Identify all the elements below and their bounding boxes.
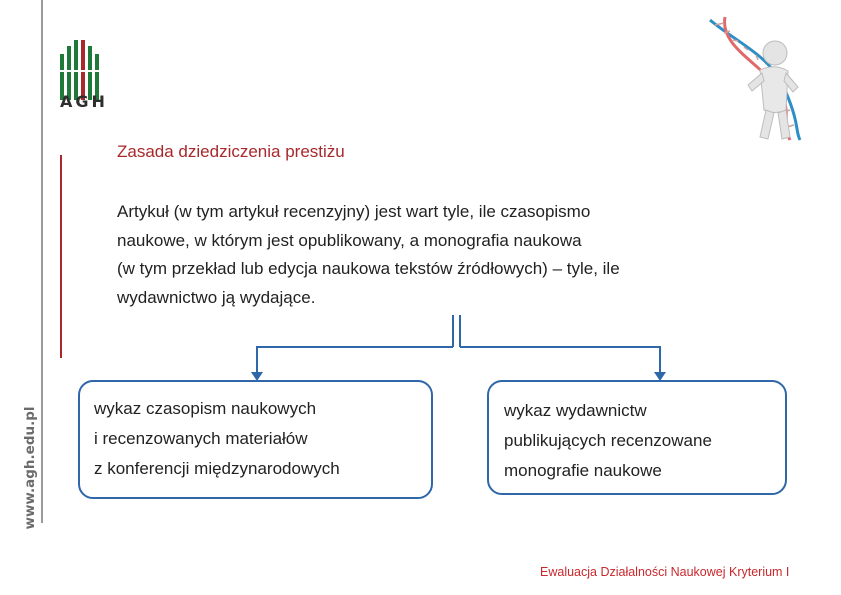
- body-line: wydawnictwo ją wydające.: [117, 287, 316, 307]
- dna-figure-icon: [700, 15, 810, 145]
- body-line: (w tym przekład lub edycja naukowa tekstów źródłowych) – tyle, ile: [117, 259, 620, 278]
- box-line: z konferencji międzynarodowych: [94, 459, 340, 478]
- footer-text: Ewaluacja Działalności Naukowej Kryterium I: [540, 565, 790, 579]
- box-line: publikujących recenzowane: [504, 431, 712, 450]
- body-line: Artykuł (w tym artykuł recenzyjny) jest wart tyle, ile czasopismo: [117, 202, 591, 221]
- vertical-accent-red: [60, 155, 62, 358]
- body-line: naukowe, w którym jest opublikowany, a monografia naukowa: [117, 230, 582, 250]
- body-text: [117, 198, 797, 312]
- box-line: monografie naukowe: [504, 461, 662, 480]
- box-line: wykaz czasopism naukowych: [94, 399, 317, 418]
- box-line: wykaz wydawnictw: [504, 401, 647, 420]
- journals-list-box: [78, 380, 433, 499]
- box-line: i recenzowanych materiałów: [94, 429, 308, 448]
- logo-text: AGH: [60, 92, 108, 111]
- site-url: www.agh.edu.pl: [22, 406, 38, 530]
- publishers-list-box: [487, 380, 787, 495]
- vertical-divider-grey: [41, 0, 43, 523]
- slide-title: Zasada dziedziczenia prestiżu: [117, 142, 345, 161]
